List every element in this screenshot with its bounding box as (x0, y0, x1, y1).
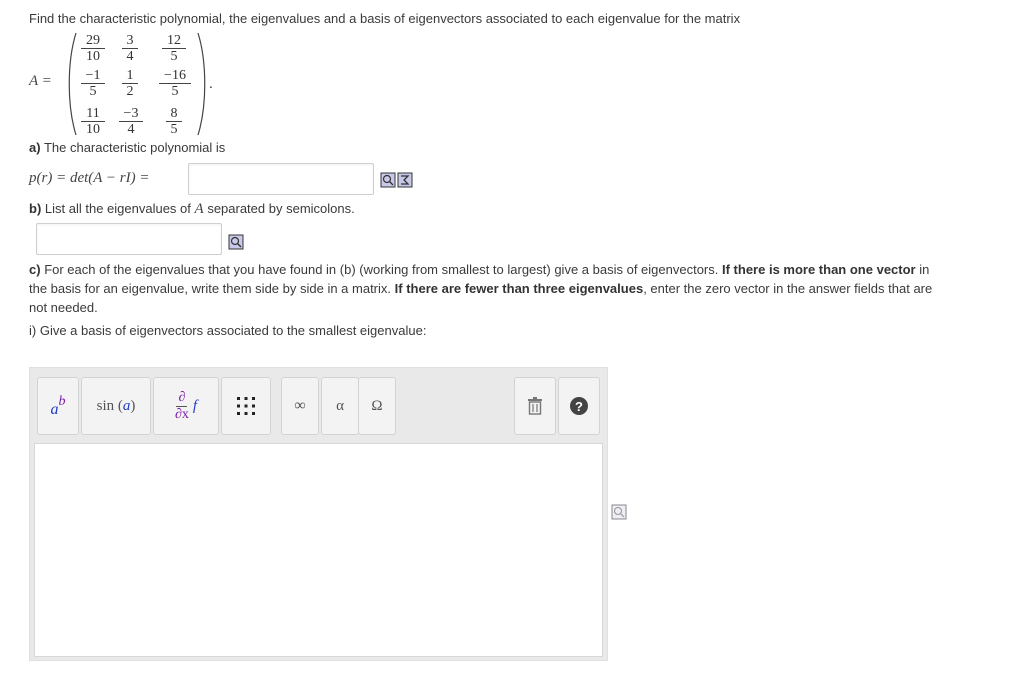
char-poly-formula: p(r) = det(A − rI) = (29, 170, 150, 186)
deriv-numerator: ∂ (178, 389, 186, 405)
part-c-emphasis: If there are fewer than three eigenvalues (394, 281, 644, 296)
trash-icon (527, 397, 543, 415)
power-base: a (50, 401, 59, 418)
part-b-label: b) (29, 201, 42, 216)
eigenvalues-input[interactable] (36, 223, 222, 255)
matrix-entry: 12 5 (162, 33, 186, 64)
matrix-entry: 1 2 (122, 68, 138, 99)
matrix-trailing-period: . (209, 76, 213, 92)
part-a-label: a) (29, 140, 41, 155)
part-a-prompt (29, 138, 225, 157)
help-icon: ? (570, 397, 588, 415)
greek-alpha-button[interactable] (321, 377, 359, 435)
left-paren-icon (66, 32, 78, 136)
alpha-icon: α (336, 397, 344, 414)
matrix-button[interactable] (221, 377, 271, 435)
help-button[interactable] (558, 377, 600, 435)
part-c-text: the basis for an eigenvalue, write them side by side in a matrix. (29, 281, 392, 296)
char-poly-input[interactable] (188, 163, 374, 195)
matrix-label: A = (29, 73, 52, 89)
derivative-button[interactable] (153, 377, 219, 435)
omega-button[interactable] (358, 377, 396, 435)
trash-button[interactable] (514, 377, 556, 435)
matrix-entry: −3 4 (119, 106, 143, 137)
math-editor-input[interactable] (34, 443, 603, 657)
part-c-emphasis: If there is more than one vector (722, 262, 916, 277)
part-b-var: A (194, 201, 204, 217)
matrix-entry: −16 5 (159, 68, 191, 99)
right-paren-icon (196, 32, 208, 136)
part-c-label: c) (29, 262, 41, 277)
preview-icon[interactable] (228, 234, 244, 250)
preview-icon[interactable] (380, 172, 396, 188)
matrix-entry: 29 10 (81, 33, 105, 64)
part-b-text-before: List all the eigenvalues of (44, 201, 191, 216)
sin-label: sin (96, 397, 115, 414)
part-a-text: The characteristic polynomial is (43, 140, 226, 155)
power-exponent: b (58, 394, 66, 409)
function-button[interactable]: sin ( a ) (81, 377, 151, 435)
matrix-entry: 11 10 (81, 106, 105, 137)
sin-arg: a (122, 397, 131, 414)
part-c-text: For each of the eigenvalues that you have found in (b) (working from smallest to largest) give a basis of eigenvectors. (44, 262, 719, 277)
part-c-line-3: not needed. (29, 300, 98, 315)
part-ci-prompt: i) Give a basis of eigenvectors associated to the smallest eigenvalue: (29, 323, 427, 338)
omega-icon: Ω (371, 397, 383, 414)
preview-icon[interactable] (611, 504, 627, 520)
question-prompt: Find the characteristic polynomial, the eigenvalues and a basis of eigenvectors associated to each eigenvalue for the matrix (29, 11, 741, 26)
part-b-prompt (29, 199, 355, 219)
math-editor (29, 367, 608, 661)
matrix-grid-icon (235, 395, 257, 417)
deriv-function: f (192, 397, 198, 414)
part-c-text: in (919, 262, 930, 277)
matrix-entry: 3 4 (122, 33, 138, 64)
power-button[interactable] (37, 377, 79, 435)
part-b-text-after: separated by semicolons. (207, 201, 355, 216)
syntax-help-icon[interactable] (397, 172, 413, 188)
part-c-text: , enter the zero vector in the answer fields that are (643, 281, 933, 296)
part-c-line-1 (29, 260, 929, 279)
infinity-icon: ∞ (294, 397, 306, 414)
matrix-entry: −1 5 (81, 68, 105, 99)
deriv-denominator: ∂x (174, 406, 189, 422)
part-c-line-2 (29, 279, 932, 298)
infinity-button[interactable] (281, 377, 319, 435)
matrix-entry: 8 5 (166, 106, 182, 137)
